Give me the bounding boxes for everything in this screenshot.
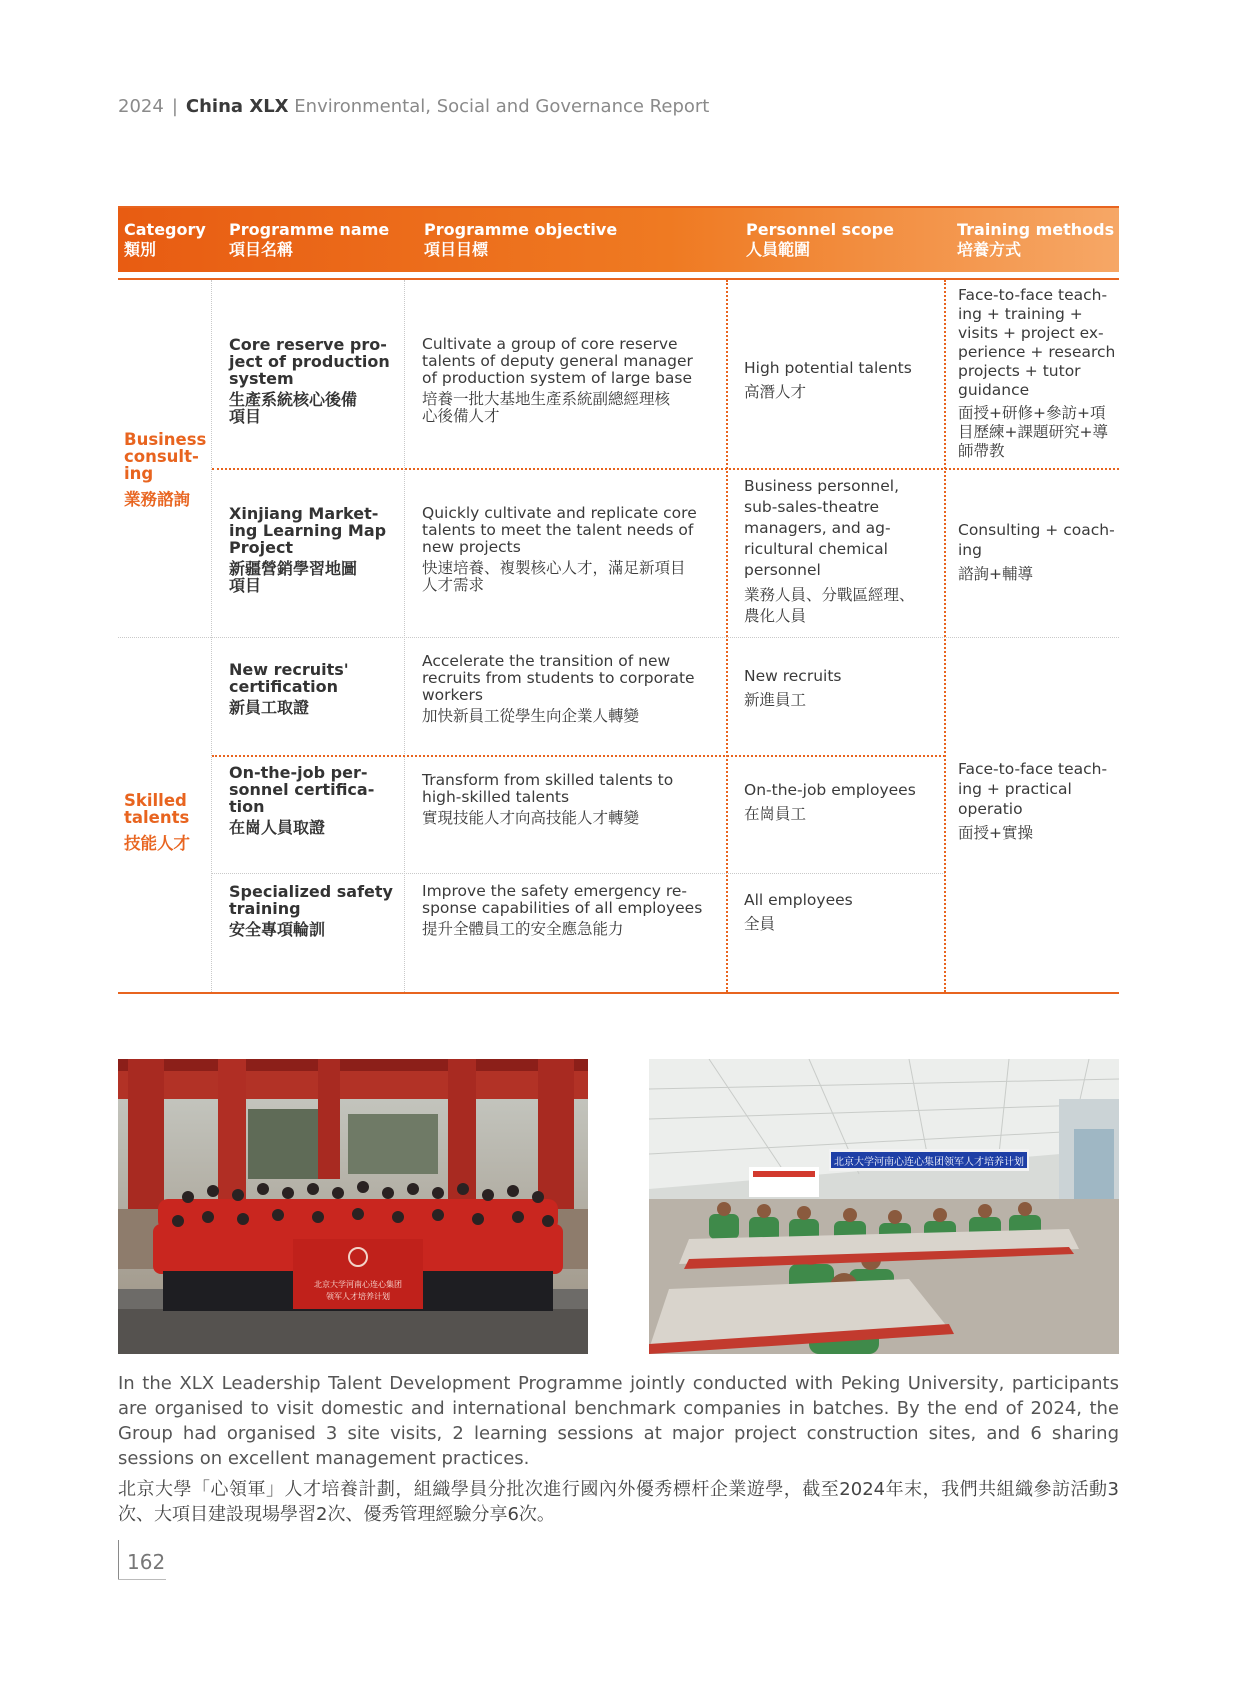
- body-bottom-rule: [118, 992, 1119, 994]
- table-row-scope: Business personnel, sub-sales-theatre managers, and ag- ricultural chemical personnel 業務人員、分戰區經理、 農化人員: [744, 477, 915, 625]
- category-business-consulting: Business consult- ing 業務諮詢: [124, 430, 207, 509]
- table-row-scope: On-the-job employees 在崗員工: [744, 781, 916, 823]
- page-number: 162: [118, 1540, 165, 1580]
- table-row-objective: Cultivate a group of core reserve talents of deputy general manager of production system of large base 培養一批大基地生產系統副總經理核 心後備人才: [422, 335, 693, 425]
- caption-chinese: 北京大學「心領軍」人才培養計劃，組織學員分批次進行國內外優秀標杆企業遊學，截至2024年末，我們共組織參訪活動3次、大項目建設現場學習2次、優秀管理經驗分享6次。: [118, 1479, 1119, 1525]
- report-year: 2024: [118, 96, 164, 117]
- group-photo: [118, 1059, 588, 1354]
- banner-text: 北京大学河南心连心集团: [314, 1280, 402, 1289]
- col-divider: [726, 280, 728, 992]
- col-divider: [944, 280, 946, 992]
- table-row-method: Face-to-face teach- ing + practical operatio 面授+實操: [958, 760, 1108, 842]
- classroom-photo: [649, 1059, 1119, 1354]
- banner-text: 北京大学河南心连心集团领军人才培养计划: [834, 1157, 1024, 1168]
- table-row-scope: High potential talents 高潛人才: [744, 359, 912, 401]
- table-row-objective: Quickly cultivate and replicate core talents to meet the talent needs of new projects 快速培養、複製核心人才，滿足新項目 人才需求: [422, 504, 697, 594]
- table-row-objective: Accelerate the transition of new recruits from students to corporate workers 加快新員工從學生向企業人轉變: [422, 652, 695, 725]
- col-training-methods: Training methods 培養方式: [957, 220, 1115, 259]
- body-top-rule: [118, 278, 1119, 280]
- row-divider: [212, 468, 1119, 470]
- col-category: Category 類別: [124, 220, 206, 259]
- report-title: Environmental, Social and Governance Report: [294, 96, 710, 117]
- table-row-method: Face-to-face teach- ing + training + visits + project ex- perience + research projects + tutor guidance 面授+研修+參訪+項 目歷練+課題研究+導 師帶教: [958, 286, 1116, 460]
- page-header: [118, 96, 709, 117]
- table-row-name: Specialized safety training 安全專項輪訓: [229, 882, 393, 939]
- table-row-objective: Improve the safety emergency re- sponse capabilities of all employees 提升全體員工的安全應急能力: [422, 882, 703, 938]
- page-number-rule: [118, 1579, 166, 1580]
- col-programme-objective: Programme objective 項目目標: [424, 220, 618, 259]
- col-programme-name: Programme name 項目名稱: [229, 220, 390, 259]
- category-skilled-talents: Skilled talents 技能人才: [124, 791, 190, 853]
- table-row-scope: All employees 全員: [744, 891, 853, 933]
- table-row-name: On-the-job per- sonnel certifica- tion 在崗人員取證: [229, 763, 375, 837]
- table-row-name: Core reserve pro- ject of production system 生產系統核心後備 項目: [229, 335, 390, 426]
- col-divider: [211, 280, 212, 992]
- company-name: China XLX: [185, 96, 289, 117]
- table-body: [118, 272, 1119, 994]
- table-header: [118, 206, 1119, 272]
- col-divider: [404, 280, 405, 992]
- banner-text: 领军人才培养计划: [326, 1292, 390, 1301]
- table-row-objective: Transform from skilled talents to high-skilled talents 實現技能人才向高技能人才轉變: [422, 771, 674, 827]
- training-programme-table: [118, 206, 1119, 994]
- row-divider: [212, 873, 945, 874]
- row-divider: [118, 637, 1119, 638]
- table-row-scope: New recruits 新進員工: [744, 667, 842, 709]
- col-personnel-scope: Personnel scope 人員範圍: [746, 220, 894, 259]
- table-row-method: Consulting + coach- ing 諮詢+輔導: [958, 521, 1115, 583]
- table-row-name: New recruits' certification 新員工取證: [229, 660, 349, 717]
- row-divider: [212, 755, 945, 757]
- photo-caption: [118, 1371, 1119, 1527]
- caption-english: In the XLX Leadership Talent Development Programme jointly conducted with Peking University, participants are organised to visit domestic and international benchmark companies in batches. By the end of 2024, the Group had organised 3 site visits, 2 learning sessions at major project construction sites, and 6 sharing sessions on excellent management practices.: [118, 1373, 1119, 1469]
- table-row-name: Xinjiang Market- ing Learning Map Project 新疆營銷學習地圖 項目: [229, 504, 387, 595]
- header-separator: |: [171, 96, 178, 117]
